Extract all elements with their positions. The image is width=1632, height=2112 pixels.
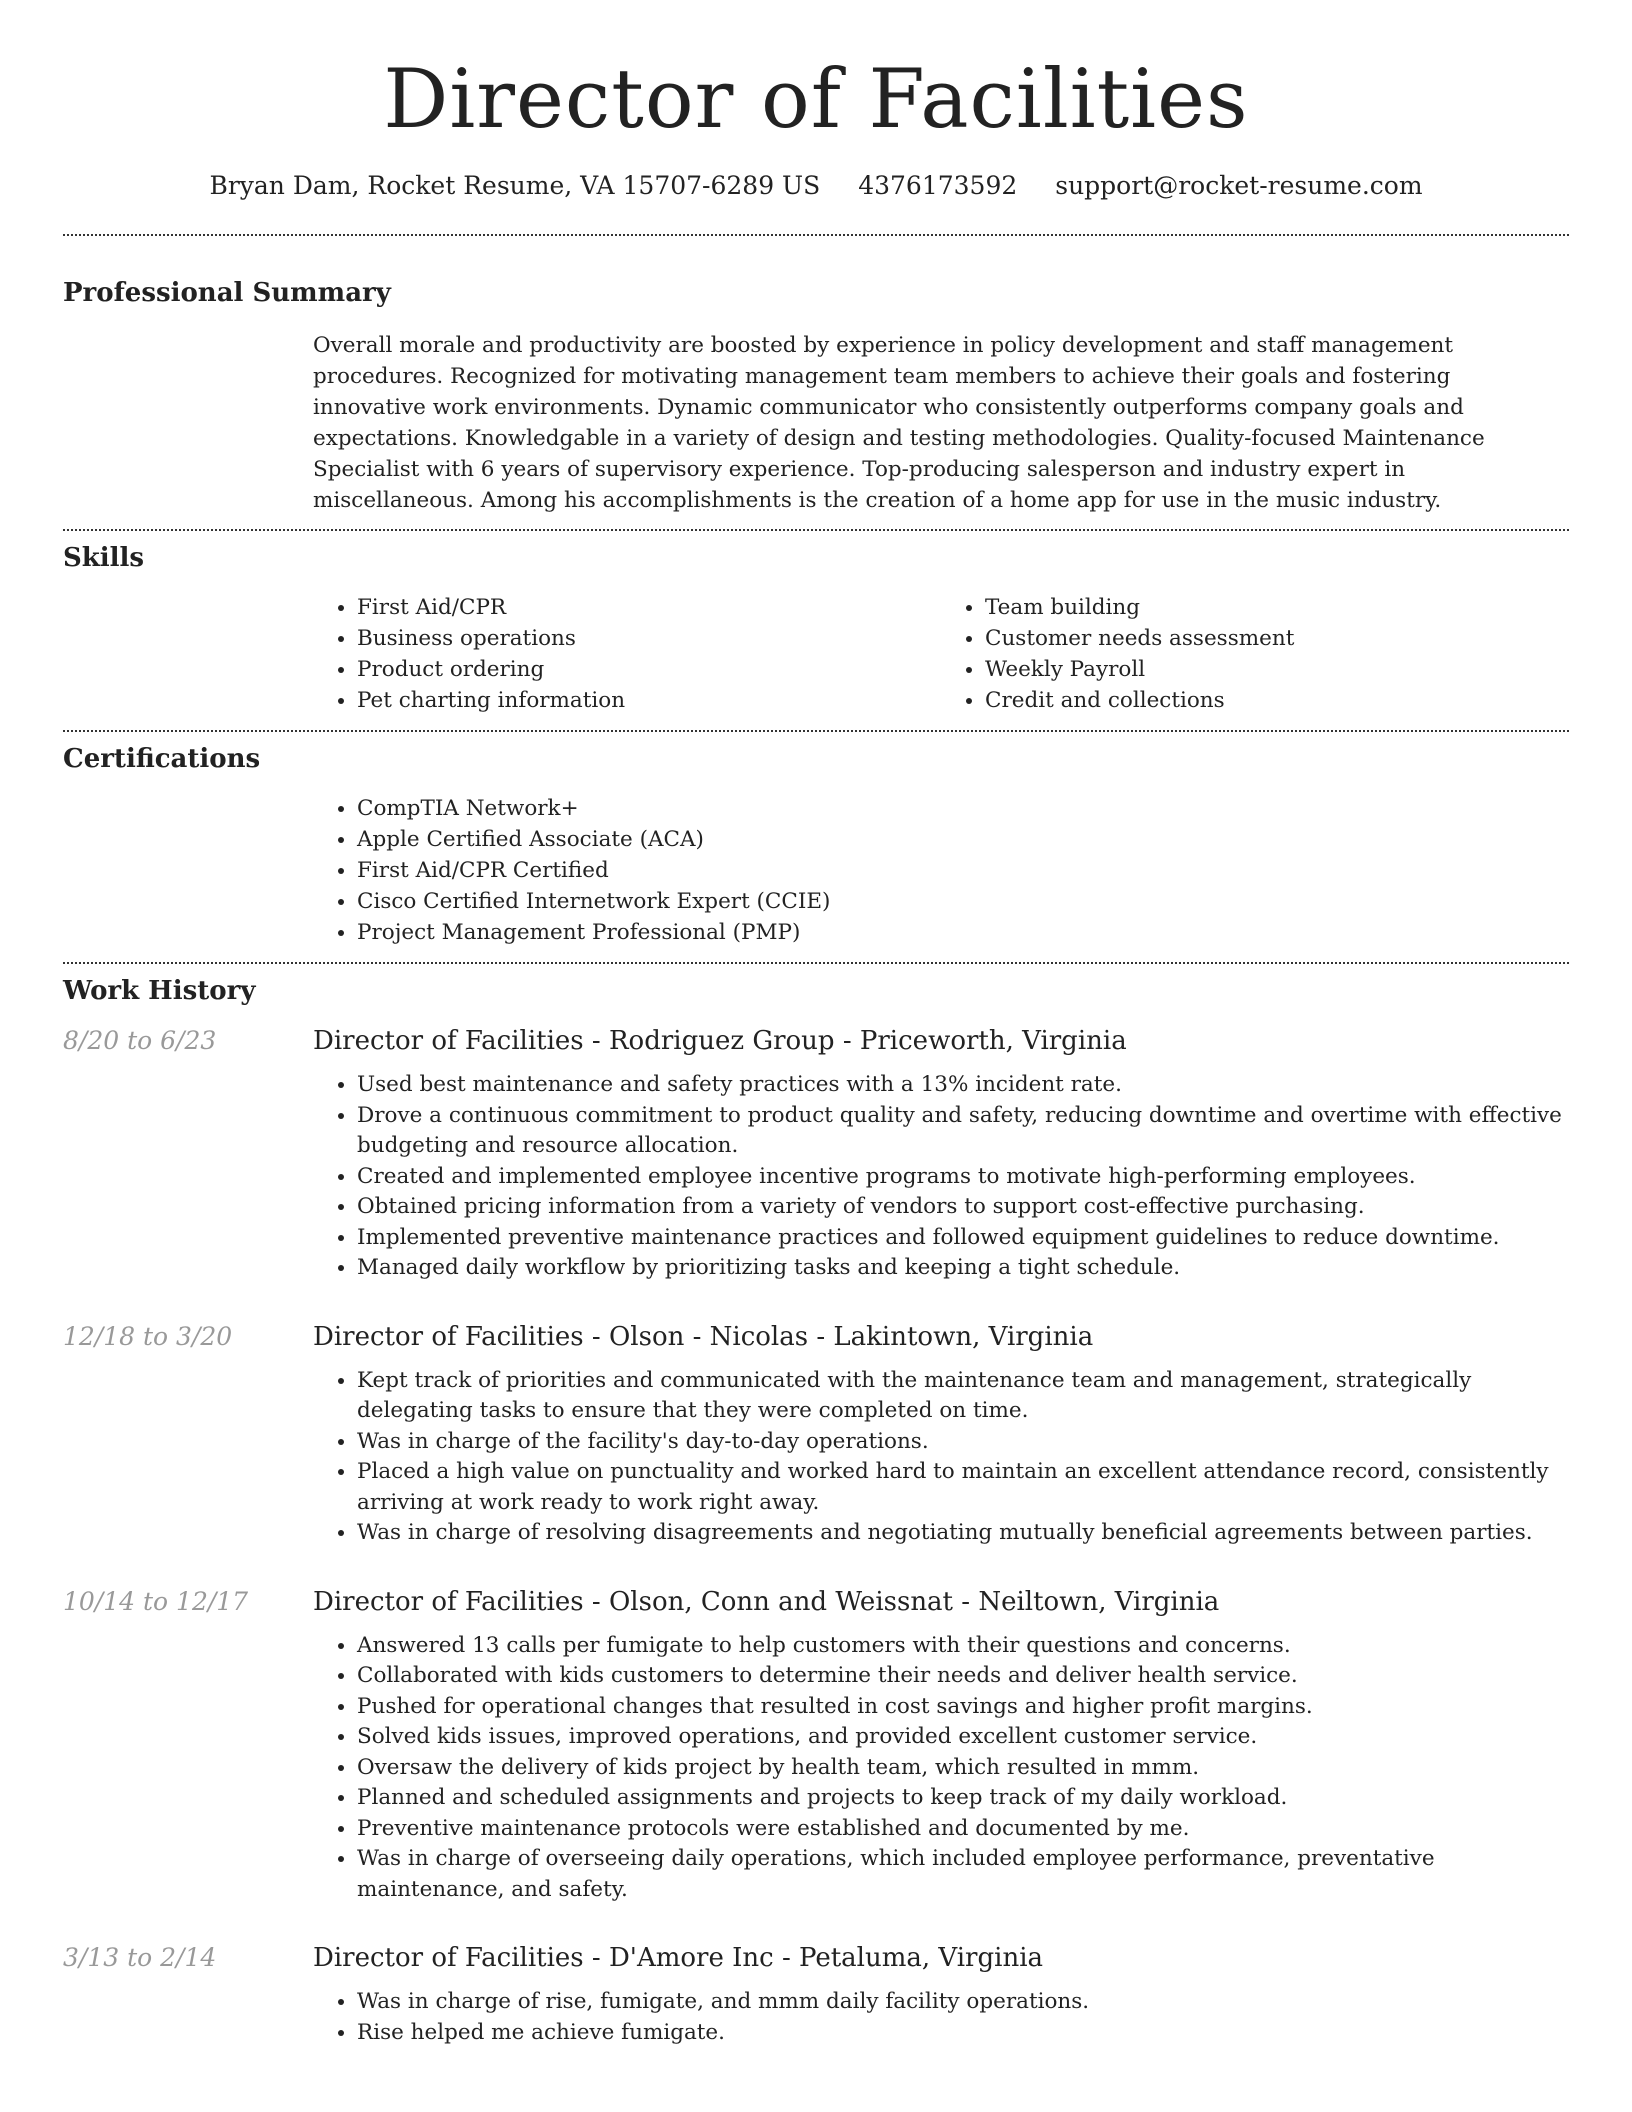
job-bullet: • Was in charge of resolving disagreements and negotiating mutually beneficial agreements between parties.: [357, 1518, 1569, 1549]
job-bullet: • Used best maintenance and safety practices with a 13% incident rate.: [357, 1070, 1569, 1101]
skills-heading: Skills: [63, 543, 145, 574]
skill-item: • Pet charting information: [357, 685, 941, 716]
job-bullet: • Was in charge of rise, fumigate, and mmm daily facility operations.: [357, 1987, 1569, 2018]
job-date: 12/18 to 3/20: [63, 1321, 233, 1351]
contact-email: support@rocket-resume.com: [1055, 171, 1423, 201]
skill-item: • Product ordering: [357, 654, 941, 685]
job-bullets: [313, 1987, 1569, 2048]
job-bullet: • Pushed for operational changes that resulted in cost savings and higher profit margins.: [357, 1692, 1569, 1723]
job-date: 10/14 to 12/17: [63, 1586, 249, 1616]
certifications-list: [313, 793, 1569, 948]
job-bullet: • Was in charge of overseeing daily operations, which included employee performance, preventative maintenance, and safety.: [357, 1844, 1569, 1905]
job-entry: [63, 1024, 1569, 1284]
job-bullet: • Collaborated with kids customers to determine their needs and deliver health service.: [357, 1661, 1569, 1692]
skills-column-1: [313, 592, 941, 716]
contact-phone: 4376173592: [858, 171, 1018, 201]
certifications-section: [63, 732, 1569, 962]
job-details: [313, 1585, 1569, 1906]
summary-heading: Professional Summary: [63, 278, 391, 309]
certification-item: • Cisco Certified Internetwork Expert (CCIE): [357, 886, 1569, 917]
job-bullet: • Was in charge of the facility's day-to-day operations.: [357, 1427, 1569, 1458]
certification-item: • CompTIA Network+: [357, 793, 1569, 824]
job-bullet: • Kept track of priorities and communicated with the maintenance team and management, strategically delegating tasks to ensure that they were completed on time.: [357, 1366, 1569, 1427]
job-bullet: • Implemented preventive maintenance practices and followed equipment guidelines to reduce downtime.: [357, 1223, 1569, 1254]
job-details: [313, 1941, 1569, 2048]
job-title: Director of Facilities - Rodriguez Group - Priceworth, Virginia: [313, 1026, 1127, 1057]
job-title: Director of Facilities - Olson, Conn and Weissnat - Neiltown, Virginia: [313, 1586, 1220, 1617]
job-bullet: • Managed daily workflow by prioritizing tasks and keeping a tight schedule.: [357, 1253, 1569, 1284]
job-bullet: • Created and implemented employee incentive programs to motivate high-performing employees.: [357, 1162, 1569, 1193]
certification-item: • Project Management Professional (PMP): [357, 917, 1569, 948]
job-details: [313, 1024, 1569, 1284]
job-bullet: • Planned and scheduled assignments and projects to keep track of my daily workload.: [357, 1783, 1569, 1814]
job-title: Director of Facilities - D'Amore Inc - Petaluma, Virginia: [313, 1943, 1044, 1974]
job-bullet: • Rise helped me achieve fumigate.: [357, 2018, 1569, 2049]
summary-text: Overall morale and productivity are boosted by experience in policy development and staff management procedures. Recognized for motivating management team members to achieve their goals and fostering innovative work environments. Dynamic communicator who consistently outperforms company goals and expectations. Knowledgable in a variety of design and testing methodologies. Quality-focused Maintenance Specialist with 6 years of supervisory experience. Top-producing salesperson and industry expert in miscellaneous. Among his accomplishments is the creation of a home app for use in the music industry.: [313, 333, 1485, 514]
certifications-ul: [313, 793, 1569, 948]
job-title: Director of Facilities - Olson - Nicolas - Lakintown, Virginia: [313, 1321, 1094, 1352]
summary-section: [63, 236, 1569, 529]
certification-item: • First Aid/CPR Certified: [357, 855, 1569, 886]
contact-address: Bryan Dam, Rocket Resume, VA 15707-6289 US: [209, 171, 821, 201]
job-bullet: • Solved kids issues, improved operations, and provided excellent customer service.: [357, 1722, 1569, 1753]
job-bullet: • Drove a continuous commitment to product quality and safety, reducing downtime and overtime with effective budgeting and resource allocation.: [357, 1101, 1569, 1162]
job-bullet: • Answered 13 calls per fumigate to help customers with their questions and concerns.: [357, 1631, 1569, 1662]
job-bullet: • Preventive maintenance protocols were established and documented by me.: [357, 1814, 1569, 1845]
job-bullet: • Obtained pricing information from a variety of vendors to support cost-effective purchasing.: [357, 1192, 1569, 1223]
job-date: 8/20 to 6/23: [63, 1026, 217, 1056]
skill-item: • Credit and collections: [985, 685, 1569, 716]
job-bullets: [313, 1366, 1569, 1549]
certifications-heading: Certifications: [63, 744, 261, 775]
job-bullets: [313, 1631, 1569, 1906]
job-bullet: • Oversaw the delivery of kids project by health team, which resulted in mmm.: [357, 1753, 1569, 1784]
work-history-section: [63, 964, 1569, 2048]
job-entry: [63, 1320, 1569, 1549]
skill-item: • Weekly Payroll: [985, 654, 1569, 685]
skills-lists: [313, 592, 1569, 716]
skill-item: • Customer needs assessment: [985, 623, 1569, 654]
job-bullet: • Placed a high value on punctuality and worked hard to maintain an excellent attendance record, consistently arriving at work ready to work right away.: [357, 1457, 1569, 1518]
work-history-heading: Work History: [63, 976, 256, 1007]
skill-item: • Business operations: [357, 623, 941, 654]
certification-item: • Apple Certified Associate (ACA): [357, 824, 1569, 855]
skill-item: • Team building: [985, 592, 1569, 623]
job-entry: [63, 1585, 1569, 1906]
page-title: Director of Facilities: [383, 53, 1249, 147]
job-entry: [63, 1941, 1569, 2048]
skills-column-2: [941, 592, 1569, 716]
skill-item: • First Aid/CPR: [357, 592, 941, 623]
job-details: [313, 1320, 1569, 1549]
job-bullets: [313, 1070, 1569, 1284]
contact-line: [63, 171, 1569, 200]
skills-section: [63, 531, 1569, 730]
job-date: 3/13 to 2/14: [63, 1943, 217, 1973]
